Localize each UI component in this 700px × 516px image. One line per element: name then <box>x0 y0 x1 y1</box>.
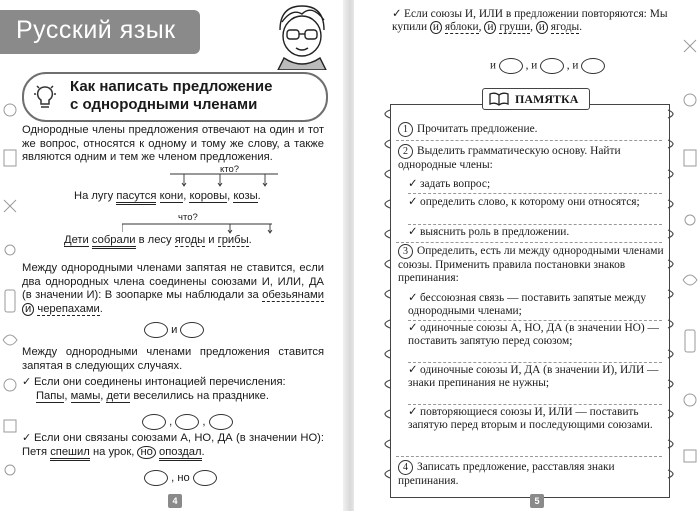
doodle-icon <box>0 0 20 511</box>
ex2-question: что? <box>178 212 198 223</box>
scheme-oval <box>193 470 217 486</box>
ex2-predicate: собрали <box>92 234 136 249</box>
scheme-oval <box>144 470 168 486</box>
case2-word: спешил <box>50 446 90 461</box>
step3-item: ✓ одиночные союзы А, НО, ДА (в значении НО) — поставить запятую перед союзом; <box>408 322 659 348</box>
step3-item-text: бессоюзная связь — поставить запятые между однородными членами; <box>408 292 647 318</box>
scheme-and: и <box>171 323 178 336</box>
memo-title: ПАМЯТКА <box>515 92 579 106</box>
lesson-title <box>70 78 320 114</box>
step-number: 1 <box>398 122 413 137</box>
scheme-oval <box>540 58 564 74</box>
step3-item: ✓ бессоюзная связь — поставить запятые между однородными членами; <box>408 292 647 318</box>
spiral-binding-icon <box>376 100 396 496</box>
case1-text: Если они соединены интонацией перечисления: <box>34 376 286 388</box>
separator <box>408 404 662 405</box>
step2-item: ✓ определить слово, к которому они относятся; <box>408 196 640 208</box>
memo-title-badge <box>482 88 590 110</box>
case2-conjunction: но <box>137 446 155 459</box>
step2-item-text: определить слово, к которому они относятся; <box>420 196 640 208</box>
left-page <box>0 0 346 511</box>
margin-doodles-right <box>680 0 700 511</box>
step2-item-text: выяснить роль в предложении. <box>420 226 570 238</box>
margin-doodles-left <box>0 0 20 511</box>
step2-item: ✓ задать вопрос; <box>408 178 491 190</box>
top-conjunction: и <box>484 21 496 34</box>
rule1-conjunction: и <box>22 303 34 316</box>
separator <box>408 224 662 225</box>
separator <box>408 320 662 321</box>
memo-step-4 <box>398 460 664 488</box>
rule-comma: Между однородными членами предложения ставится запятая в следующих случаях. <box>22 346 324 372</box>
ex2-and: и <box>208 234 215 246</box>
step-number: 2 <box>398 144 413 159</box>
step3-item-text: одиночные союзы И, ДА (в значении И), ИЛИ — знаки препинания не нужны; <box>408 364 659 390</box>
ex1-question: кто? <box>220 164 240 175</box>
step3-item-text: одиночные союзы А, НО, ДА (в значении НО) — поставить запятую перед союзом; <box>408 322 659 348</box>
rule1-word: черепахами <box>37 302 100 315</box>
ex1-word: кони <box>159 190 184 202</box>
top-conjunction: и <box>430 21 442 34</box>
case1-word: мамы <box>70 389 101 402</box>
memo-step-3 <box>398 244 664 286</box>
step3-item: ✓ одиночные союзы И, ДА (в значении И), ИЛИ — знаки препинания не нужны; <box>408 364 659 390</box>
top-rule-text: Если союзы И, ИЛИ в предложении повторяются: Мы купили <box>392 8 668 34</box>
case2-mid: на урок, <box>92 445 135 458</box>
step-text: Определить, есть ли между однородными членами союзы. Применить правила постановки знаков препинания: <box>398 245 664 285</box>
ex1-prefix: На лугу <box>74 190 114 202</box>
step3-item: ✓ повторяющиеся союзы И, ИЛИ — поставить запятую перед вторым и последующими союзами. <box>408 406 653 432</box>
top-conjunction: и <box>536 21 548 34</box>
lightbulb-icon <box>30 82 60 112</box>
case1-tail: веселились на празднике. <box>133 389 269 402</box>
scheme-1 <box>144 322 204 338</box>
lesson-title-band <box>22 72 328 122</box>
page-number: 5 <box>530 494 544 508</box>
rule-no-comma: Между однородными членами запятая не ставится, если два однородных члена соединены союзами И, ИЛИ, ДА (в значении И): В зоопарке мы наблюдали за обезьянами и черепахами. <box>22 262 324 315</box>
boy-with-glasses-icon <box>262 0 340 70</box>
case-2: ✓ Если они связаны союзами А, НО, ДА (в значении НО): Петя спешил на урок, но опоздал. <box>22 432 324 459</box>
ex2-object: ягоды <box>174 234 206 246</box>
scheme-2: , , <box>142 414 233 430</box>
case1-word: Папы <box>36 389 65 402</box>
step2-item: ✓ выяснить роль в предложении. <box>408 226 570 238</box>
scheme-i: и <box>531 59 538 72</box>
case1-word: дети <box>106 389 131 402</box>
case-1: ✓ Если они соединены интонацией перечисления: Папы, мамы, дети веселились на празднике. <box>22 376 286 402</box>
scheme-oval <box>144 322 168 338</box>
rule1-word: обезьянами <box>262 289 324 302</box>
doodle-icon <box>680 0 700 511</box>
example-2: Дети собрали в лесу ягоды и грибы. <box>64 234 252 246</box>
step2-item-text: задать вопрос; <box>420 178 491 190</box>
rule1-text: Между однородными членами запятая не ставится, если два однородных члена соединены союзами И, ИЛИ, ДА (в значении И): В зоопарке мы наблюдали за <box>22 262 324 302</box>
scheme-oval <box>581 58 605 74</box>
memo-step-2 <box>398 144 664 172</box>
step-text: Выделить грамматическую основу. Найти однородные члены: <box>398 145 621 171</box>
step3-item-text: повторяющиеся союзы И, ИЛИ — поставить запятую перед вторым и последующими союзами. <box>408 406 653 432</box>
spiral-binding-icon <box>662 100 682 496</box>
page-number: 4 <box>168 494 182 508</box>
title-line-2: с однородными членами <box>70 96 258 113</box>
intro-paragraph: Однородные члены предложения отвечают на один и тот же вопрос, относятся к одному и тому же слову, а также являются одним и тем же членом предложения. <box>22 124 324 164</box>
step-text: Записать предложение, расставляя знаки препинания. <box>398 461 615 487</box>
scheme-i: и <box>490 59 496 72</box>
scheme-oval <box>180 322 204 338</box>
separator <box>396 456 662 457</box>
scheme-oval <box>175 414 199 430</box>
scheme-i: и <box>572 59 579 72</box>
case2-text: Если они связаны союзами А, НО, ДА (в значении НО): Петя <box>22 432 324 458</box>
scheme-right: и , и , и <box>490 58 605 74</box>
ex2-subject: Дети <box>64 234 89 246</box>
separator <box>396 242 662 243</box>
ex1-word: коровы <box>189 190 228 202</box>
scheme-but: , но <box>171 471 190 484</box>
scheme-oval <box>209 414 233 430</box>
example-1: На лугу пасутся кони, коровы, козы. <box>74 190 261 202</box>
top-word: ягоды <box>550 21 580 34</box>
step-number: 3 <box>398 244 413 259</box>
right-top-rule: ✓ Если союзы И, ИЛИ в предложении повторяются: Мы купили и яблоки, и груши, и ягоды. <box>392 8 668 34</box>
separator <box>396 140 662 141</box>
title-line-1: Как написать предложение <box>70 78 273 95</box>
subject-header <box>0 10 200 54</box>
memo-step-1 <box>398 122 664 137</box>
step-text: Прочитать предложение. <box>417 123 538 135</box>
open-book-icon <box>489 92 509 106</box>
separator <box>408 193 662 194</box>
ex1-word: козы <box>233 190 258 202</box>
step-number: 4 <box>398 460 413 475</box>
separator <box>408 362 662 363</box>
subject-title: Русский язык <box>16 16 176 44</box>
scheme-3 <box>144 470 217 486</box>
ex2-object: грибы <box>217 234 249 246</box>
scheme-oval <box>499 58 523 74</box>
top-word: груши <box>499 21 531 34</box>
case2-word: опоздал <box>159 446 202 461</box>
ex2-mid: в лесу <box>138 234 172 246</box>
ex1-predicate: пасутся <box>116 190 156 205</box>
scheme-oval <box>142 414 166 430</box>
top-word: яблоки <box>444 21 479 34</box>
